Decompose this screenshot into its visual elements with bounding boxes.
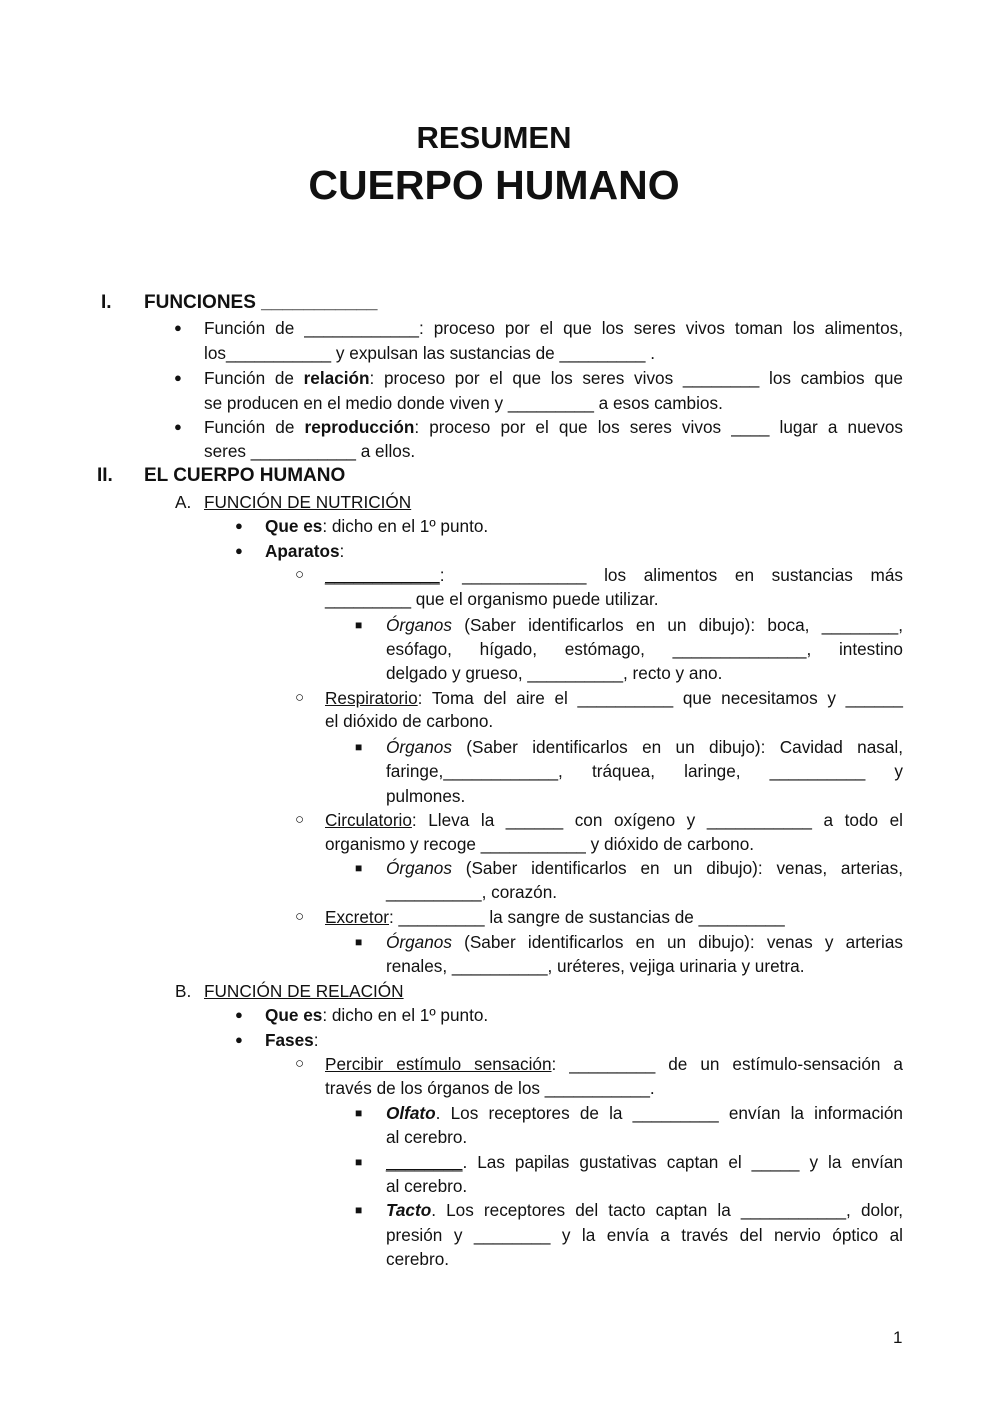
title-cuerpo-humano: CUERPO HUMANO	[308, 162, 680, 208]
text: : proceso por el que los seres vivos ____ lugar a nuevos	[414, 417, 903, 437]
text: . Los receptores del tacto captan la ___________, dolor,	[431, 1200, 903, 1220]
bold-term: Que es	[265, 516, 323, 536]
respiratorio-line1	[325, 686, 903, 710]
square-bullet: ■	[355, 1155, 363, 1169]
text: : _____________ los alimentos en sustancias más	[439, 565, 903, 585]
circulatorio-organos-line2: __________, corazón.	[386, 882, 558, 902]
gusto-line1	[386, 1150, 903, 1174]
olfato-line1	[386, 1101, 903, 1125]
circulatorio-line2: organismo y recoge ___________ y dióxido de carbono.	[325, 834, 755, 854]
respiratorio-organos-line2: faringe,____________, tráquea, laringe, __________ y	[386, 761, 903, 781]
bullet: ●	[235, 518, 243, 533]
circle-bullet: ○	[295, 908, 305, 925]
excretor-organos-line2: renales, __________, uréteres, vejiga urinaria y uretra.	[386, 956, 805, 976]
text: (Saber identificarlos en un dibujo): venas y arterias	[451, 932, 903, 952]
respiratorio-line2: el dióxido de carbono.	[325, 711, 494, 731]
olfato-line2: al cerebro.	[386, 1127, 468, 1147]
digestivo-line2: _________ que el organismo puede utilizar.	[325, 589, 659, 609]
title-resumen: RESUMEN	[416, 120, 572, 155]
text: (Saber identificarlos en un dibujo): venas, arterias,	[451, 858, 903, 878]
gusto-line2: al cerebro.	[386, 1176, 468, 1196]
relacion-definition-line1	[204, 366, 903, 390]
digestivo-organos-line3: delgado y grueso, __________, recto y ano.	[386, 663, 723, 683]
circle-bullet: ○	[295, 1055, 305, 1072]
text: : Toma del aire el __________ que necesitamos y ______	[417, 688, 903, 708]
text: (Saber identificarlos en un dibujo): boca, ________,	[451, 615, 903, 635]
tacto-line1	[386, 1198, 903, 1222]
square-bullet: ■	[355, 935, 363, 949]
text: : _________ la sangre de sustancias de _________	[389, 907, 785, 927]
nutricion-que-es	[265, 514, 488, 538]
text: :	[339, 541, 345, 561]
page-number: 1	[893, 1328, 903, 1347]
bold-term: Que es	[265, 1005, 323, 1025]
subsection-b-letter: B.	[175, 981, 192, 1001]
tacto-line3: cerebro.	[386, 1249, 450, 1269]
bullet: ●	[174, 320, 182, 335]
bold-italic-term: Tacto	[386, 1200, 432, 1220]
section-i-heading: FUNCIONES ___________	[144, 292, 378, 313]
circulatorio-organos-line1	[386, 856, 903, 880]
nutricion-aparatos	[265, 539, 344, 563]
section-ii-heading: EL CUERPO HUMANO	[144, 465, 346, 486]
underlined-term: Respiratorio	[325, 688, 418, 708]
respiratorio-organos-line3: pulmones.	[386, 786, 466, 806]
italic-term: Órganos	[386, 932, 452, 952]
subsection-a-letter: A.	[175, 492, 192, 512]
relacion-fases	[265, 1028, 319, 1052]
text: . Las papilas gustativas captan el _____ y la envían	[462, 1152, 903, 1172]
square-bullet: ■	[355, 740, 363, 754]
italic-term: Órganos	[386, 858, 452, 878]
circulatorio-line1	[325, 808, 903, 832]
underlined-term: Percibir estímulo sensación	[325, 1054, 552, 1074]
text: (Saber identificarlos en un dibujo): Cavidad nasal,	[451, 737, 903, 757]
text: : Lleva la ______ con oxígeno y ___________ a todo el	[411, 810, 903, 830]
circle-bullet: ○	[295, 689, 305, 706]
nutricion-definition-line2: los___________ y expulsan las sustancias de _________ .	[204, 343, 656, 363]
circle-bullet: ○	[295, 566, 305, 583]
square-bullet: ■	[355, 1203, 363, 1217]
bullet: ●	[235, 1007, 243, 1022]
text: Función de	[204, 417, 305, 437]
bullet: ●	[235, 1032, 243, 1047]
square-bullet: ■	[355, 861, 363, 875]
digestivo-organos-line1	[386, 613, 903, 637]
excretor-line1	[325, 905, 785, 929]
percibir-line2: través de los órganos de los ___________.	[325, 1078, 655, 1098]
excretor-organos-line1	[386, 930, 903, 954]
subsection-b-heading: FUNCIÓN DE RELACIÓN	[204, 981, 404, 1001]
underlined-term: Circulatorio	[325, 810, 412, 830]
relacion-definition-line2: se producen en el medio donde viven y _________ a esos cambios.	[204, 393, 723, 413]
text: Función de	[204, 368, 304, 388]
circle-bullet: ○	[295, 811, 305, 828]
subsection-a-heading: FUNCIÓN DE NUTRICIÓN	[204, 492, 412, 512]
underlined-term: Excretor	[325, 907, 389, 927]
bold-italic-term: Olfato	[386, 1103, 436, 1123]
digestivo-organos-line2: esófago, hígado, estómago, ______________, intestino	[386, 639, 903, 659]
text: : _________ de un estímulo-sensación a	[551, 1054, 903, 1074]
relacion-que-es	[265, 1003, 488, 1027]
section-i-numeral: I.	[101, 292, 112, 313]
bold-term: Fases	[265, 1030, 314, 1050]
italic-term: Órganos	[386, 737, 452, 757]
tacto-line2: presión y ________ y la envía a través del nervio óptico al	[386, 1225, 903, 1245]
bold-term: relación	[303, 368, 370, 388]
square-bullet: ■	[355, 618, 363, 632]
reproduccion-definition-line2: seres ___________ a ellos.	[204, 441, 416, 461]
bullet: ●	[235, 543, 243, 558]
bold-term: Aparatos	[265, 541, 340, 561]
percibir-line1	[325, 1052, 903, 1076]
bullet: ●	[174, 370, 182, 385]
digestivo-line1	[325, 563, 903, 587]
bold-term: reproducción	[304, 417, 415, 437]
bullet: ●	[174, 419, 182, 434]
blank: ________	[386, 1152, 463, 1172]
respiratorio-organos-line1	[386, 735, 903, 759]
nutricion-definition-line1: Función de ____________: proceso por el que los seres vivos toman los alimentos,	[204, 318, 903, 338]
square-bullet: ■	[355, 1106, 363, 1120]
italic-term: Órganos	[386, 615, 452, 635]
text: . Los receptores de la _________ envían la información	[435, 1103, 903, 1123]
reproduccion-definition-line1	[204, 415, 903, 439]
text: : dicho en el 1º punto.	[322, 516, 489, 536]
section-ii-numeral: II.	[97, 465, 113, 486]
text: : proceso por el que los seres vivos ________ los cambios que	[369, 368, 903, 388]
text: :	[313, 1030, 319, 1050]
text: : dicho en el 1º punto.	[322, 1005, 489, 1025]
blank: ____________	[325, 565, 440, 585]
